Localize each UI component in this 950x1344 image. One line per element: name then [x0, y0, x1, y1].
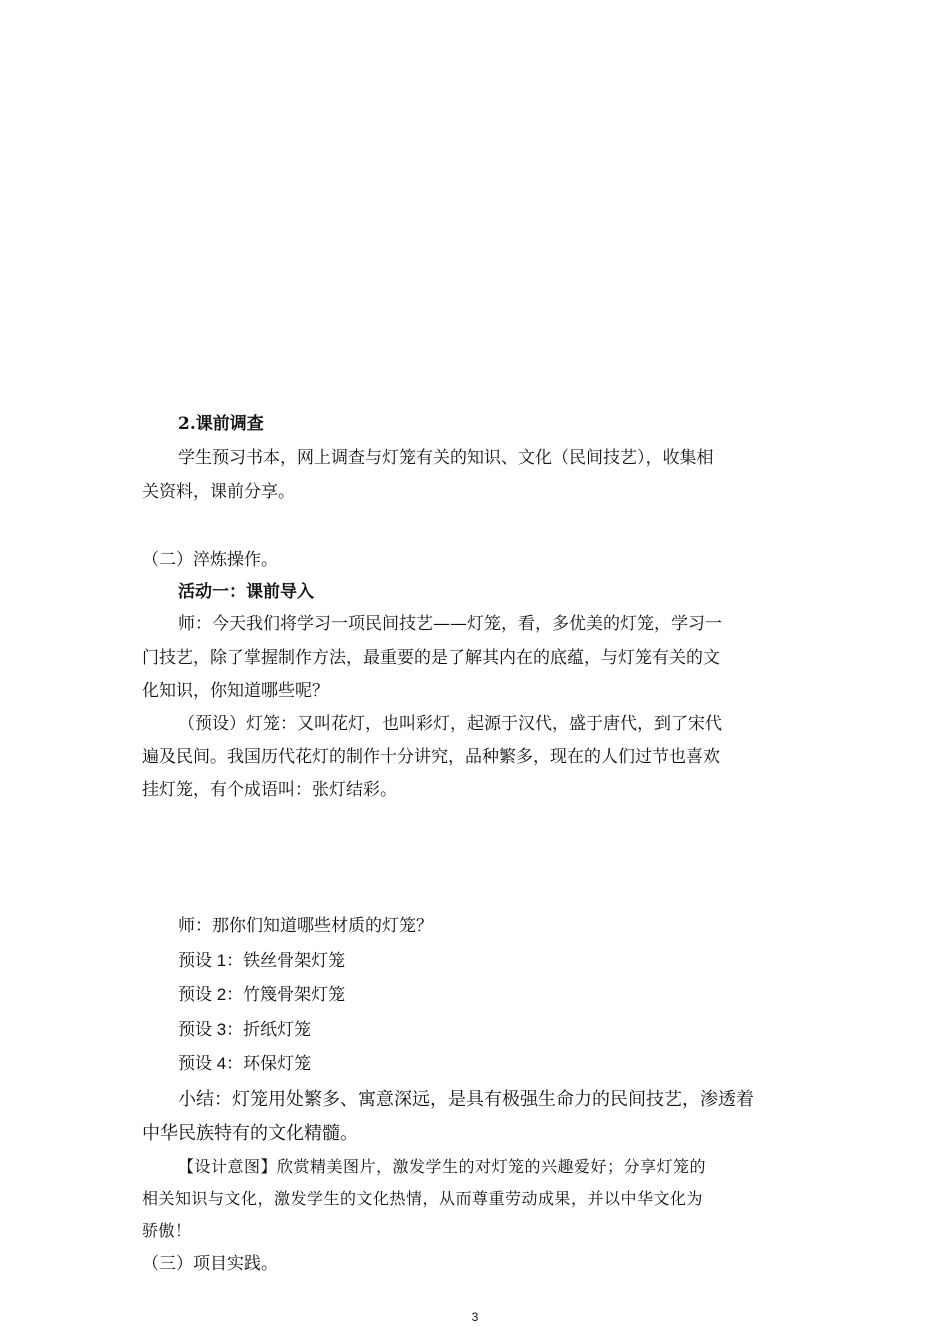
design-intent-line: 相关知识与文化，激发学生的文化热情，从而尊重劳动成果，并以中华文化为	[142, 1189, 704, 1208]
material-preset: 预设 3：折纸灯笼	[178, 1020, 312, 1039]
survey-paragraph-line: 学生预习书本，网上调查与灯笼有关的知识、文化（民间技艺），收集相	[178, 448, 714, 468]
material-preset: 预设 4：环保灯笼	[178, 1054, 312, 1073]
teacher-line: 化知识，你知道哪些呢？	[142, 681, 329, 701]
material-preset: 预设 2：竹篾骨架灯笼	[178, 985, 346, 1004]
summary-line: 中华民族特有的文化精髓。	[142, 1123, 358, 1143]
summary-line: 小结：灯笼用处繁多、寓意深远，是具有极强生命力的民间技艺，渗透着	[178, 1089, 754, 1109]
survey-heading: 2.课前调查	[178, 414, 264, 434]
page-number: 3	[471, 1310, 479, 1324]
preset-line: 遍及民间。我国历代花灯的制作十分讲究，品种繁多，现在的人们过节也喜欢	[142, 747, 720, 767]
project-heading: （三）项目实践。	[142, 1254, 278, 1274]
preset-line: （预设）灯笼：又叫花灯，也叫彩灯，起源于汉代，盛于唐代，到了宋代	[178, 714, 722, 734]
design-intent-line: 【设计意图】欣赏精美图片，激发学生的对灯笼的兴趣爱好；分享灯笼的	[178, 1157, 707, 1176]
activity-title: 活动一：课前导入	[178, 582, 314, 602]
teacher-line: 门技艺，除了掌握制作方法，最重要的是了解其内在的底蕴，与灯笼有关的文	[142, 648, 720, 668]
materials-question: 师：那你们知道哪些材质的灯笼？	[178, 916, 433, 935]
teacher-line: 师：今天我们将学习一项民间技艺——灯笼，看，多优美的灯笼，学习一	[178, 614, 722, 634]
preset-line: 挂灯笼，有个成语叫：张灯结彩。	[142, 780, 397, 800]
practice-heading: （二）淬炼操作。	[142, 550, 278, 570]
survey-paragraph-line: 关资料，课前分享。	[142, 482, 295, 502]
design-intent-line: 骄傲！	[142, 1221, 192, 1240]
material-preset: 预设 1：铁丝骨架灯笼	[178, 951, 346, 970]
